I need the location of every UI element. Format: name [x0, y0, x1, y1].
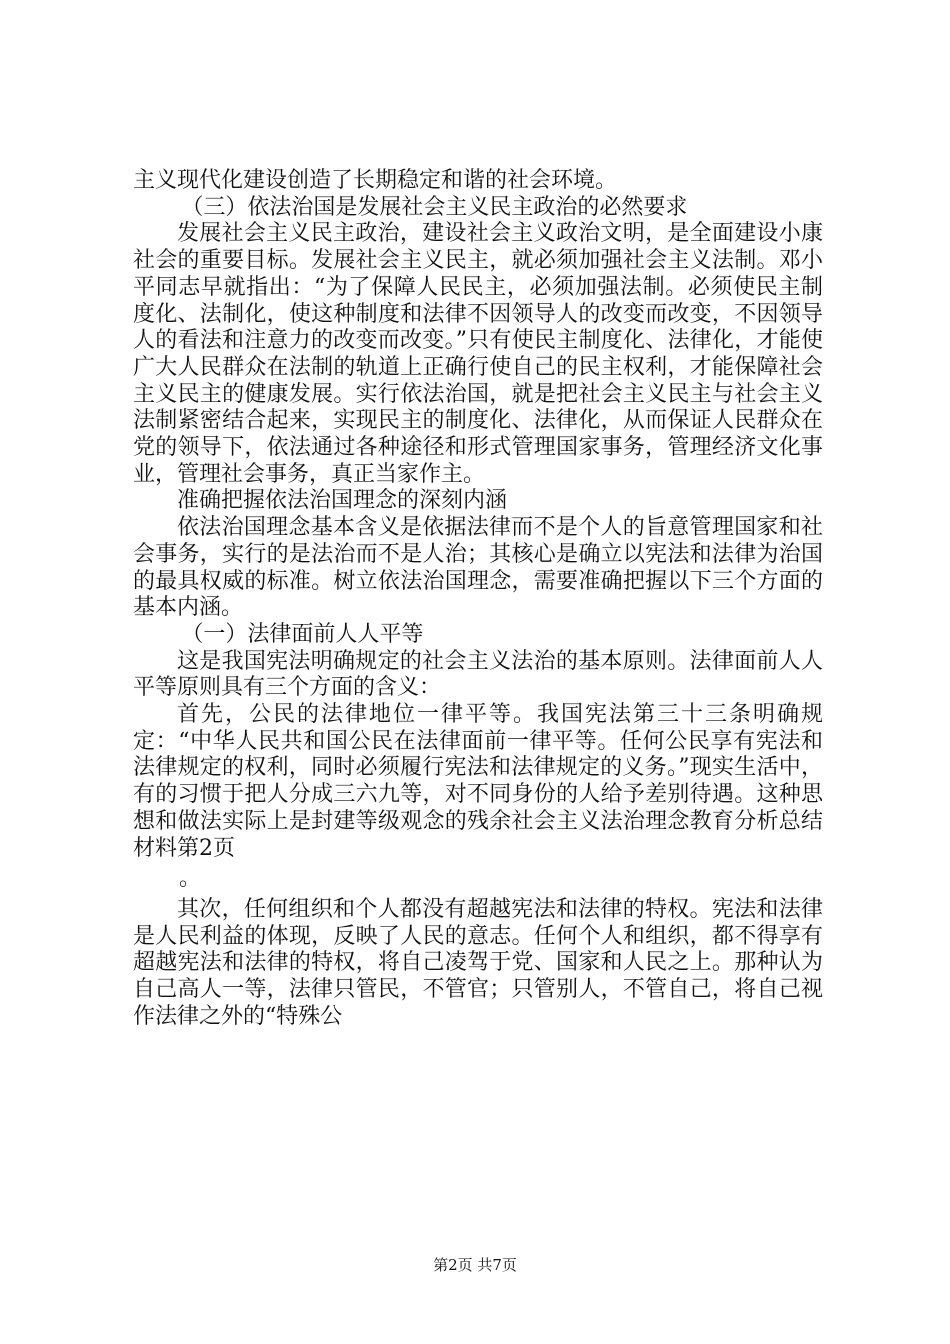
- section-heading: 准确把握依法治国理念的深刻内涵: [177, 488, 508, 514]
- paragraph: 其次，任何组织和个人都没有超越宪法和法律的特权。宪法和法律是人民利益的体现，反映了人民的意志。任何个人和组织，都不得享有超越宪法和法律的特权，将自己凌驾于党、国家和人民之上。那种认为自己高人一等，法律只管民，不管官；只管别人，不管自己，将自己视作法律之外的“特殊公: [133, 896, 823, 1029]
- paragraph: 依法治国理念基本含义是依据法律而不是个人的旨意管理国家和社会事务，实行的是法治而不是人治；其核心是确立以宪法和法律为治国的最具权威的标准。树立依法治国理念，需要准确把握以下三个方面的基本内涵。: [133, 515, 823, 621]
- document-body: [133, 168, 823, 1031]
- paragraph: 首先，公民的法律地位一律平等。我国宪法第三十三条明确规定：“中华人民共和国公民在法律面前一律平等。任何公民享有宪法和法律规定的权利，同时必须履行宪法和法律规定的义务。”现实生活中，有的习惯于把人分成三六九等，对不同身份的人给予差别待遇。这种思想和做法实际上是封建等级观念的残余社会主义法治理念教育分析总结材料第2页: [133, 702, 823, 861]
- paragraph: 发展社会主义民主政治，建设社会主义政治文明，是全面建设小康社会的重要目标。发展社会主义民主，就必须加强社会主义法制。邓小平同志早就指出：“为了保障人民民主，必须加强法制。必须使民主制度化、法制化，使这种制度和法律不因领导人的改变而改变，不因领导人的看法和注意力的改变而改变。”只有使民主制度化、法律化，才能使广大人民群众在法制的轨道上正确行使自己的民主权利，才能保障社会主义民主的健康发展。实行依法治国，就是把社会主义民主与社会主义法制紧密结合起来，实现民主的制度化、法律化，从而保证人民群众在党的领导下，依法通过各种途径和形式管理国家事务，管理经济文化事业，管理社会事务，真正当家作主。: [133, 221, 823, 487]
- stray-mark: 。: [179, 866, 202, 892]
- section-heading-3: （三）依法治国是发展社会主义民主政治的必然要求: [181, 194, 688, 220]
- section-heading-1: （一）法律面前人人平等: [181, 621, 424, 647]
- paragraph: 这是我国宪法明确规定的社会主义法治的基本原则。法律面前人人平等原则具有三个方面的含义：: [133, 648, 823, 701]
- paragraph-continuation: 主义现代化建设创造了长期稳定和谐的社会环境。: [133, 168, 618, 193]
- page-footer: 第2页 共7页: [433, 1256, 517, 1274]
